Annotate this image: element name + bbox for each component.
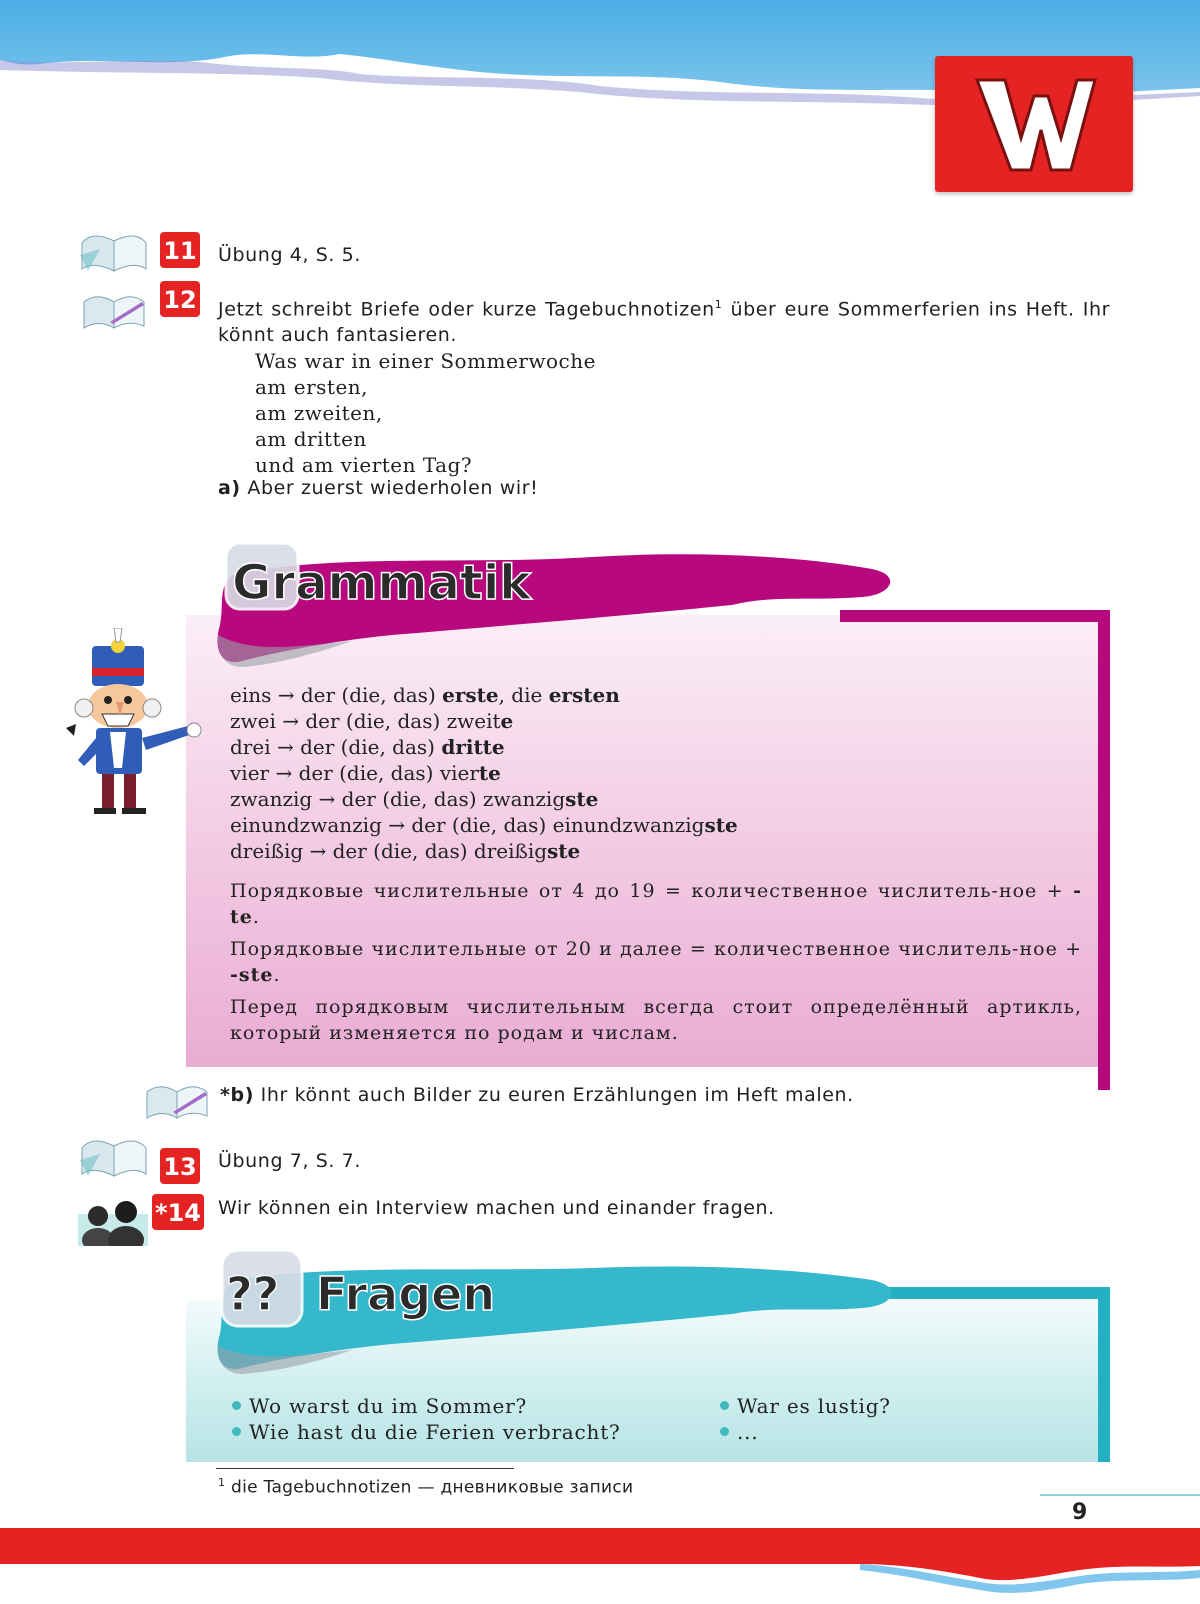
footnote-mark: 1 bbox=[714, 298, 723, 311]
fragen-title-prefix: ?? bbox=[226, 1267, 280, 1321]
exercise-number-badge bbox=[158, 279, 202, 319]
poem-line: und am vierten Tag? bbox=[255, 453, 473, 477]
w-letter-icon bbox=[935, 56, 1133, 192]
task-a: a) Aber zuerst wiederholen wir! bbox=[218, 477, 539, 499]
bullet bbox=[232, 1427, 241, 1436]
exercise-number-badge bbox=[158, 1146, 202, 1186]
ordinal-line: drei → der (die, das) dritte bbox=[230, 735, 505, 759]
question-item: ... bbox=[720, 1420, 758, 1444]
exercise-number-badge bbox=[158, 230, 202, 270]
pen-book-icon bbox=[143, 1072, 213, 1122]
grammar-rule: Перед порядковым числительным всегда стоит определённый артикль, который изменяется по родам и числам. bbox=[230, 996, 1082, 1044]
ordinal-line: zwei → der (die, das) zweite bbox=[230, 709, 514, 733]
question-item: Wie hast du die Ferien verbracht? bbox=[232, 1420, 621, 1444]
grammar-border-right bbox=[1098, 610, 1110, 1090]
exercise-14-text: Wir können ein Interview machen und einander fragen. bbox=[218, 1197, 775, 1219]
svg-text:12: 12 bbox=[163, 286, 197, 314]
poem-line: am dritten bbox=[255, 427, 367, 451]
footnote-divider bbox=[216, 1468, 514, 1469]
exercise-13-text: Übung 7, S. 7. bbox=[218, 1150, 361, 1172]
task-b: *b) Ihr könnt auch Bilder zu euren Erzählungen im Heft malen. bbox=[220, 1084, 854, 1106]
exercise-12-text: Jetzt schreibt Briefe oder kurze Tagebuchnotizen$^1$ über eure Sommerferien ins Heft. Ihr könnt auch fantasieren. bbox=[218, 298, 1110, 347]
svg-text:13: 13 bbox=[163, 1153, 197, 1181]
bullet bbox=[232, 1401, 241, 1410]
pen-book-icon bbox=[80, 282, 150, 332]
ordinal-line: einundzwanzig → der (die, das) einundzwanzigste bbox=[230, 813, 738, 837]
ordinal-list bbox=[230, 682, 738, 864]
poem-line: Was war in einer Sommerwoche bbox=[255, 349, 596, 373]
bullet bbox=[720, 1427, 729, 1436]
fragen-border-top bbox=[880, 1287, 1110, 1299]
ordinal-line: dreißig → der (die, das) dreißigste bbox=[230, 839, 581, 863]
bullet bbox=[720, 1401, 729, 1410]
footnote: $^1$ die Tagebuchnotizen — дневниковые записи bbox=[218, 1476, 634, 1498]
grammar-title: Grammatik bbox=[232, 555, 532, 611]
question-item: War es lustig? bbox=[720, 1394, 891, 1418]
exercise-number-badge bbox=[150, 1192, 206, 1232]
fragen-border-right bbox=[1098, 1287, 1110, 1462]
ordinal-line: zwanzig → der (die, das) zwanzigste bbox=[230, 787, 599, 811]
page-number: 9 bbox=[1072, 1500, 1088, 1525]
question-item: Wo warst du im Sommer? bbox=[232, 1394, 527, 1418]
fragen-title: Fragen bbox=[316, 1267, 496, 1321]
open-book-icon bbox=[80, 1130, 150, 1180]
nutcracker-mascot bbox=[58, 628, 208, 818]
people-icon bbox=[78, 1196, 148, 1246]
svg-text:*14: *14 bbox=[155, 1199, 201, 1227]
exercise-11-text: Übung 4, S. 5. bbox=[218, 244, 361, 266]
ordinal-line: vier → der (die, das) vierte bbox=[230, 761, 501, 785]
poem-line: am ersten, bbox=[255, 375, 369, 399]
grammar-banner bbox=[212, 535, 902, 675]
open-book-icon bbox=[80, 225, 150, 275]
bottom-red-band bbox=[0, 1520, 1200, 1604]
fragen-banner bbox=[212, 1250, 902, 1380]
ordinal-line: eins → der (die, das) erste, die ersten bbox=[230, 683, 620, 707]
poem-block bbox=[255, 348, 596, 478]
poem-line: am zweiten, bbox=[255, 401, 383, 425]
page-number-rule bbox=[1040, 1494, 1200, 1496]
svg-text:11: 11 bbox=[163, 237, 197, 265]
grammar-rule: Порядковые числительные от 20 и далее = количественное числитель-ное + -ste. bbox=[230, 938, 1082, 986]
w-logo-badge bbox=[935, 56, 1133, 192]
grammar-rule: Порядковые числительные от 4 до 19 = количественное числитель-ное + -te. bbox=[230, 880, 1082, 928]
